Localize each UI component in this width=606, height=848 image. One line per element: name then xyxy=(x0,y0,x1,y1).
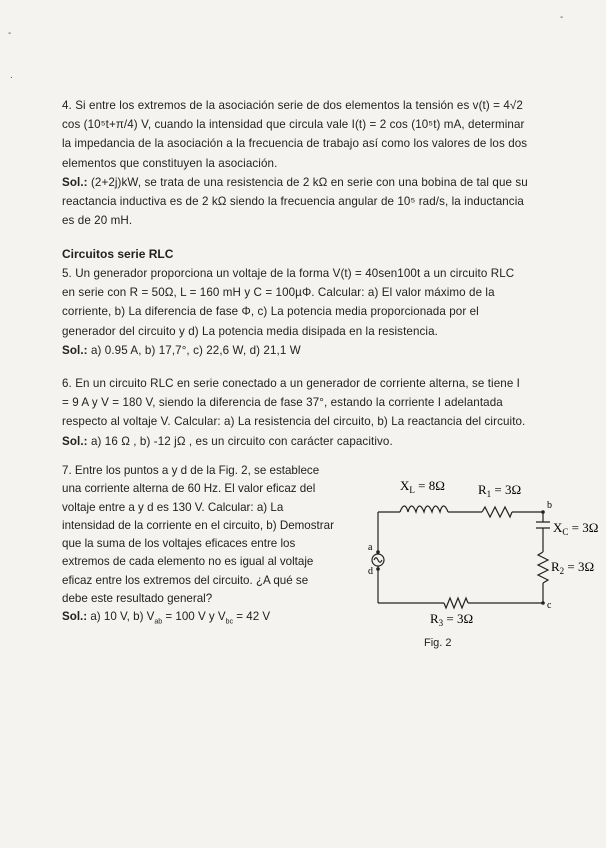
circuit-diagram xyxy=(360,470,600,660)
solution-text: (2+2j)kW, se trata de una resistencia de 2 kΩ en serie con una bobina de tal que su reactancia inductiva es de 2 kΩ siendo la frecuencia angular de 10⁵ rad/s, la inductancia es de 20 mH. xyxy=(62,175,528,228)
inductor-xl xyxy=(400,506,448,512)
problem-5 xyxy=(62,264,530,360)
problem-5-solution xyxy=(62,341,530,360)
capacitor-xc xyxy=(536,522,550,528)
subscript-bc: bc xyxy=(225,618,234,626)
label-r1: $R_1 = 3\Omega$ xyxy=(478,482,522,499)
node-a-dot xyxy=(376,550,380,554)
section-heading: Circuitos serie RLC xyxy=(62,247,174,261)
problem-6-solution xyxy=(62,432,530,451)
scan-mark: - xyxy=(8,28,12,39)
resistor-r3 xyxy=(444,598,468,608)
problem-6-statement: 6. En un circuito RLC en serie conectado a un generador de corriente alterna, se tiene I = 9 A y V = 180 V, siendo la diferencia de fase 37°, estando la corriente I adelantada respecto al voltaje V. Calcular: a) La resistencia del circuito, b) La reactancia del circuito. xyxy=(62,377,526,429)
problem-7-statement: 7. Entre los puntos a y d de la Fig. 2, se establece una corriente alterna de 60 Hz. El valor eficaz del voltaje entre a y d es 130 V. Calcular: a) La intensidad de la corriente en el circuito, b) Demostrar que la suma de los voltajes eficaces entre los extremos de cada elemento no es igual al voltaje eficaz entre los extremos del circuito. ¿A qué se debe este resultado general? xyxy=(62,464,334,606)
label-r3: $R_3 = 3\Omega$ xyxy=(430,611,474,628)
solution-part-mid: = 100 V y V xyxy=(162,610,226,624)
node-a-label: a xyxy=(368,542,373,553)
scan-mark: - xyxy=(560,12,564,23)
node-c-label: c xyxy=(547,600,552,611)
problem-7 xyxy=(62,462,334,632)
resistor-r2 xyxy=(538,552,548,583)
figure-caption: Fig. 2 xyxy=(424,637,452,649)
problem-4-solution xyxy=(62,173,530,231)
problem-5-statement: 5. Un generador proporciona un voltaje de la forma V(t) = 40sen100t a un circuito RLC en serie con R = 50Ω, L = 160 mH y C = 100µΦ. Calcular: a) El valor máximo de la corriente, b) La diferencia de fase Φ, c) La potencia media proporcionada por el generador del circuito y d) La potencia media disipada en la resistencia. xyxy=(62,267,515,338)
problem-6 xyxy=(62,374,530,451)
solution-text: a) 16 Ω , b) -12 jΩ , es un circuito con carácter capacitivo. xyxy=(90,434,393,448)
problem-4-statement: 4. Si entre los extremos de la asociación serie de dos elementos la tensión es v(t) = 4√2 cos (10⁵t+π/4) V, cuando la intensidad que circula vale I(t) = 2 cos (10⁵t) mA, determinar la impedancia de la asociación a la frecuencia de trabajo así como los valores de los dos elementos que constituyen la asociación. xyxy=(62,99,528,170)
label-xc: $X_C = 3\Omega$ xyxy=(553,520,599,537)
solution-text: a) 0.95 A, b) 17,7°, c) 22,6 W, d) 21,1 W xyxy=(90,343,301,357)
node-d-dot xyxy=(376,567,380,571)
node-b-label: b xyxy=(547,500,552,511)
solution-part-end: = 42 V xyxy=(233,610,271,624)
label-xl: $X_L = 8\Omega$ xyxy=(400,478,445,495)
solution-label: Sol.: xyxy=(62,343,88,357)
problem-4 xyxy=(62,96,530,230)
solution-label: Sol.: xyxy=(62,175,88,189)
node-d-label: d xyxy=(368,566,373,577)
ac-symbol xyxy=(374,558,382,563)
resistor-r1 xyxy=(482,507,512,517)
node-c-dot xyxy=(541,601,545,605)
solution-part-a: a) 10 V, b) V xyxy=(90,610,155,624)
solution-label: Sol.: xyxy=(62,434,88,448)
label-r2: $R_2 = 3\Omega$ xyxy=(551,559,595,576)
problem-7-solution xyxy=(62,608,334,632)
node-b-dot xyxy=(541,510,545,514)
solution-label: Sol.: xyxy=(62,610,88,624)
scan-mark: . xyxy=(10,70,13,81)
subscript-ab: ab xyxy=(154,618,163,626)
circuit-figure xyxy=(360,470,600,660)
